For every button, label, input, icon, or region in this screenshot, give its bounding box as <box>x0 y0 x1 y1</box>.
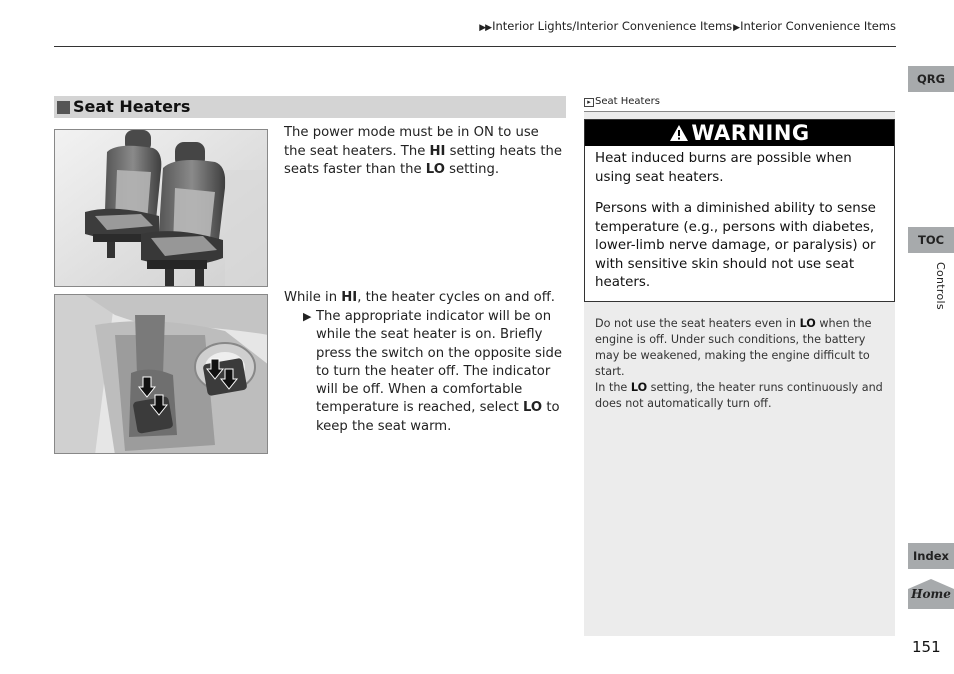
breadcrumb-link-interior-lights[interactable]: Interior Lights/Interior Convenience Items <box>492 19 733 33</box>
warning-header <box>585 120 894 146</box>
section-square-icon <box>57 101 70 114</box>
warning-text-persons: Persons with a diminished ability to sense temperature (e.g., persons with diabetes, lower-limb nerve damage, or paralysis) or with sensitive skin should not use seat heaters. <box>595 201 876 291</box>
seat-heater-switch-image <box>54 294 268 454</box>
breadcrumb-current: Interior Convenience Items <box>740 19 896 33</box>
note-engine-off: Do not use the seat heaters even in LO when the engine is off. Under such conditions, the battery may be weakened, making the engine difficult to start. <box>595 317 872 378</box>
toc-tab[interactable]: TOC <box>908 227 954 253</box>
section-header <box>54 96 566 118</box>
warning-triangle-icon <box>669 122 689 148</box>
breadcrumb <box>478 19 896 33</box>
page-number: 151 <box>912 638 941 656</box>
section-title: Seat Heaters <box>73 97 191 116</box>
home-button[interactable] <box>908 579 954 609</box>
intro-paragraph: The power mode must be in ON to use the seat heaters. The HI setting heats the seats faster than the LO setting. <box>284 125 562 178</box>
warning-box <box>584 119 895 302</box>
reference-link[interactable]: ▸ Seat Heaters <box>584 96 660 107</box>
warning-text-burns: Heat induced burns are possible when using seat heaters. <box>595 151 852 185</box>
double-arrow-icon: ▶▶ <box>479 23 492 33</box>
warning-title: WARNING <box>691 121 810 145</box>
hi-cycle-paragraph: While in HI, the heater cycles on and off. <box>284 290 555 305</box>
seat-heater-seats-image <box>54 129 268 287</box>
indicator-subparagraph: ▶ The appropriate indicator will be on while the seat heater is on. Briefly press the switch on the opposite side to turn the heater off. The indicator will be off. When a comfortable temperature is reached, select LO to keep the seat warm. <box>303 309 563 434</box>
header-divider <box>54 46 896 47</box>
reference-icon: ▸ <box>584 98 594 107</box>
arrow-icon: ▶ <box>733 23 740 33</box>
note-lo-setting: In the LO setting, the heater runs continuously and does not automatically turn off. <box>595 381 883 410</box>
side-reference-header <box>584 96 895 112</box>
bullet-arrow-icon: ▶ <box>303 310 312 323</box>
chapter-label: Controls <box>934 262 947 310</box>
home-label: Home <box>911 587 951 601</box>
index-tab[interactable]: Index <box>908 543 954 569</box>
qrg-tab[interactable]: QRG <box>908 66 954 92</box>
